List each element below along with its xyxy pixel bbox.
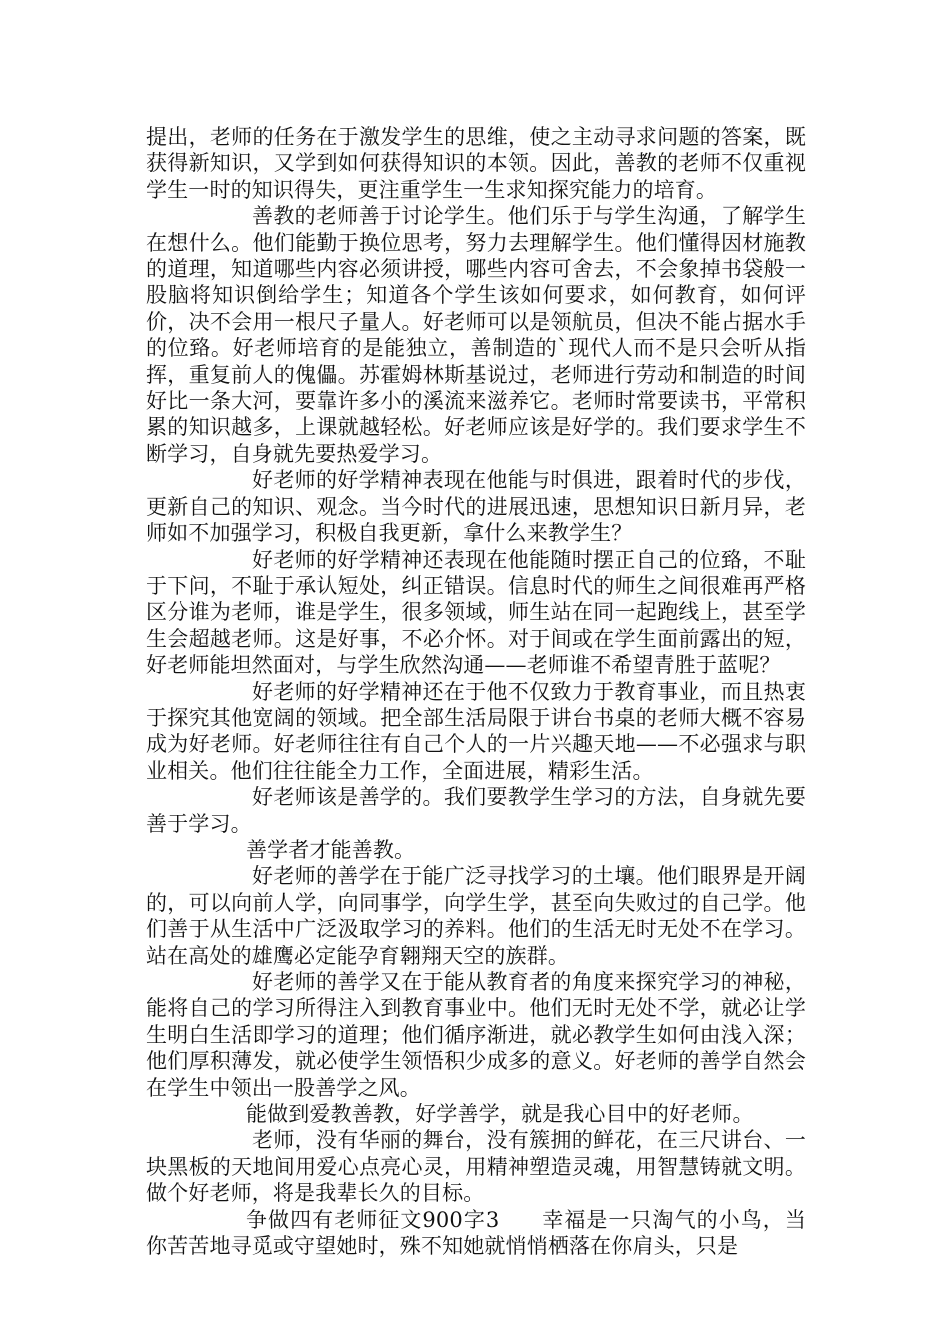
paragraph-12 xyxy=(146,1207,806,1260)
paragraph-6: 好老师该是善学的。我们要教学生学习的方法，自身就先要善于学习。 xyxy=(146,785,806,836)
paragraph-5: 好老师的好学精神还在于他不仅致力于教育事业，而且热衷于探究其他宽阔的领域。把全部生活局限于讲台书桌的老师大概不容易成为好老师。好老师往往有自己个人的一片兴趣天地——不必强求与职业相关。他们往往能全力工作，全面进展，精彩生活。 xyxy=(146,679,806,783)
paragraph-2: 善教的老师善于讨论学生。他们乐于与学生沟通，了解学生在想什么。他们能勤于换位思考，努力去理解学生。他们懂得因材施教的道理，知道哪些内容必须讲授，哪些内容可舍去，不会象掉书袋般一股脑将知识倒给学生；知道各个学生该如何要求，如何教育，如何评价，决不会用一根尺子量人。好老师可以是领航员，但决不能占据水手的位臵。好老师培育的是能独立，善制造的`现代人而不是只会听从指挥，重复前人的傀儡。苏霍姆林斯基说过，老师进行劳动和制造的时间好比一条大河，要靠许多小的溪流来滋养它。老师时常要读书，平常积累的知识越多，上课就越轻松。好老师应该是好学的。我们要求学生不断学习，自身就先要热爱学习。 xyxy=(146,204,806,466)
paragraph-7: 善学者才能善教。 xyxy=(246,837,416,862)
paragraph-11: 老师，没有华丽的舞台，没有簇拥的鲜花，在三尺讲台、一块黑板的天地间用爱心点亮心灵，用精神塑造灵魂，用智慧铸就文明。做个好老师，将是我辈长久的目标。 xyxy=(146,1128,806,1206)
paragraph-3: 好老师的好学精神表现在他能与时俱进，跟着时代的步伐，更新自己的知识、观念。当今时代的进展迅速，思想知识日新月异，老师如不加强学习，积极自我更新，拿什么来教学生？ xyxy=(146,468,806,546)
paragraph-12-text: 幸福是一只淘气的小鸟，当你苦苦地寻觅或守望她时，殊不知她就悄悄栖落在你肩头，只是 xyxy=(146,1207,806,1259)
paragraph-10: 能做到爱教善教，好学善学，就是我心目中的好老师。 xyxy=(246,1102,754,1127)
paragraph-4: 好老师的好学精神还表现在他能随时摆正自己的位臵，不耻于下问，不耻于承认短处，纠正错误。信息时代的师生之间很难再严格区分谁为老师，谁是学生，很多领域，师生站在同一起跑线上，甚至学生会超越老师。这是好事，不必介怀。对于间或在学生面前露出的短，好老师能坦然面对，与学生欣然沟通——老师谁不希望青胜于蓝呢？ xyxy=(146,547,806,678)
document-body xyxy=(146,124,806,1259)
paragraph-1: 提出，老师的任务在于激发学生的思维，使之主动寻求问题的答案，既获得新知识，又学到如何获得知识的本领。因此，善教的老师不仅重视学生一时的知识得失，更注重学生一生求知探究能力的培育。 xyxy=(146,125,806,202)
paragraph-8: 好老师的善学在于能广泛寻找学习的土壤。他们眼界是开阔的，可以向前人学，向同事学，向学生学，甚至向失败过的自己学。他们善于从生活中广泛汲取学习的养料。他们的生活无时无处不在学习。站在高处的雄鹰必定能孕育翱翔天空的族群。 xyxy=(146,864,806,968)
section-heading: 争做四有老师征文900字3 xyxy=(246,1207,500,1232)
paragraph-9: 好老师的善学又在于能从教育者的角度来探究学习的神秘，能将自己的学习所得注入到教育事业中。他们无时无处不学，就必让学生明白生活即学习的道理；他们循序渐进，就必教学生如何由浅入深；他们厚积薄发，就必使学生领悟积少成多的意义。好老师的善学自然会在学生中领出一股善学之风。 xyxy=(146,970,806,1100)
